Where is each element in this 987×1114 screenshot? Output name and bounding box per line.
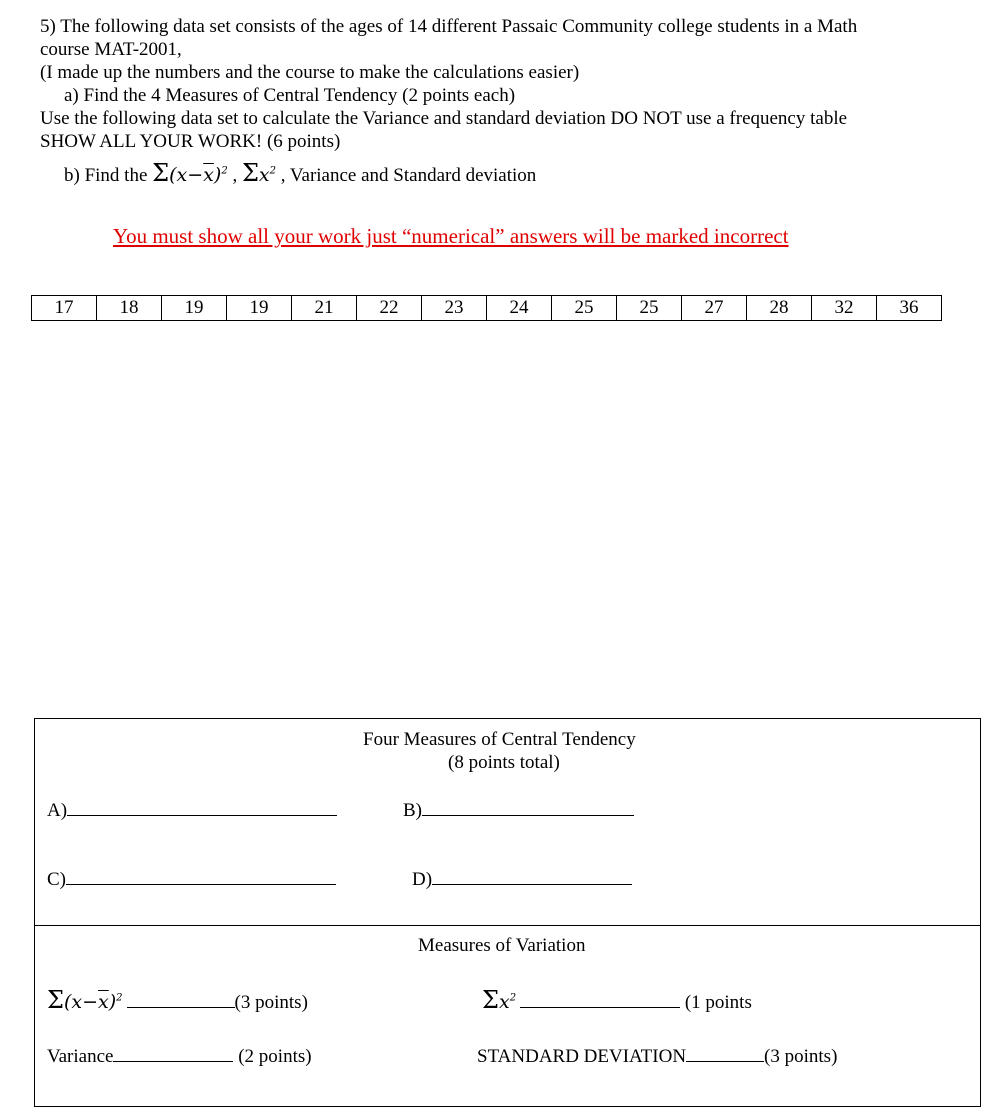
sum-x2-blank[interactable] <box>520 1006 680 1008</box>
data-cell: 21 <box>292 296 357 321</box>
answer-a-blank[interactable] <box>67 814 337 816</box>
answer-a-label: A) <box>47 800 68 821</box>
sum-sq-dev-points: (3 points) <box>234 992 308 1013</box>
sum-squared-deviation-symbol: $\Sigma(x-\overline{x})^2$ <box>47 986 123 1014</box>
variance-points: (2 points) <box>238 1046 312 1067</box>
question-line-2: course MAT-2001, <box>40 39 182 60</box>
sd-row <box>477 1046 837 1068</box>
part-b-prefix: b) Find the <box>64 165 148 186</box>
sd-blank[interactable] <box>686 1060 764 1062</box>
data-cell: 28 <box>747 296 812 321</box>
answer-c-row <box>47 869 336 891</box>
answer-c-blank[interactable] <box>66 883 336 885</box>
question-line-5: Use the following data set to calculate the Variance and standard deviation DO NOT use a frequency table <box>40 108 848 129</box>
answer-c-label: C) <box>47 869 66 890</box>
data-cell: 36 <box>877 296 942 321</box>
question-line-3: (I made up the numbers and the course to make the calculations easier) <box>40 62 580 83</box>
part-a-instruction: a) Find the 4 Measures of Central Tendency (2 points each) <box>64 85 516 106</box>
variance-blank[interactable] <box>113 1060 233 1062</box>
data-cell: 27 <box>682 296 747 321</box>
part-b-suffix: , Variance and Standard deviation <box>280 165 537 186</box>
sd-label: STANDARD DEVIATION <box>477 1046 687 1067</box>
sd-points: (3 points) <box>764 1046 838 1067</box>
data-cell: 18 <box>97 296 162 321</box>
answer-b-label: B) <box>403 800 422 821</box>
data-cell: 24 <box>487 296 552 321</box>
sum-sq-dev-row <box>47 986 308 1014</box>
data-cell: 23 <box>422 296 487 321</box>
central-tendency-title: Four Measures of Central Tendency <box>363 729 636 750</box>
sum-x-squared-formula: $\Sigma x^2$ <box>241 159 276 187</box>
variance-row <box>47 1046 312 1068</box>
variance-label: Variance <box>47 1046 114 1067</box>
data-cell: 25 <box>617 296 682 321</box>
show-work-warning: You must show all your work just “numerical” answers will be marked incorrect <box>113 224 789 248</box>
sum-x2-points: (1 points <box>684 992 752 1013</box>
question-line-6: SHOW ALL YOUR WORK! (6 points) <box>40 131 341 152</box>
data-cell: 19 <box>162 296 227 321</box>
sum-x-squared-symbol: $\Sigma x^2$ <box>482 986 517 1014</box>
answer-b-blank[interactable] <box>422 814 634 816</box>
data-cell: 32 <box>812 296 877 321</box>
answer-a-row <box>47 800 337 822</box>
sum-x2-row <box>482 986 752 1014</box>
question-line-1: 5) The following data set consists of the ages of 14 different Passaic Community college students in a Math <box>40 16 858 37</box>
answer-b-row <box>403 800 634 822</box>
answer-d-blank[interactable] <box>432 883 632 885</box>
answer-d-label: D) <box>412 869 433 890</box>
ages-data-table <box>31 295 942 321</box>
data-cell: 22 <box>357 296 422 321</box>
data-cell: 19 <box>227 296 292 321</box>
part-b-instruction: b) Find the $\Sigma(x-\overline{x})^2$ , $\Sigma x^2$ , Variance and Standard deviation <box>64 159 537 187</box>
data-cell: 25 <box>552 296 617 321</box>
sum-sq-dev-blank[interactable] <box>127 1006 235 1008</box>
data-cell: 17 <box>32 296 97 321</box>
variation-title: Measures of Variation <box>418 935 586 956</box>
answer-d-row <box>412 869 632 891</box>
sum-squared-deviation-formula: $\Sigma(x-\overline{x})^2$ <box>152 159 228 187</box>
table-row <box>32 296 942 321</box>
central-tendency-points: (8 points total) <box>448 752 560 773</box>
